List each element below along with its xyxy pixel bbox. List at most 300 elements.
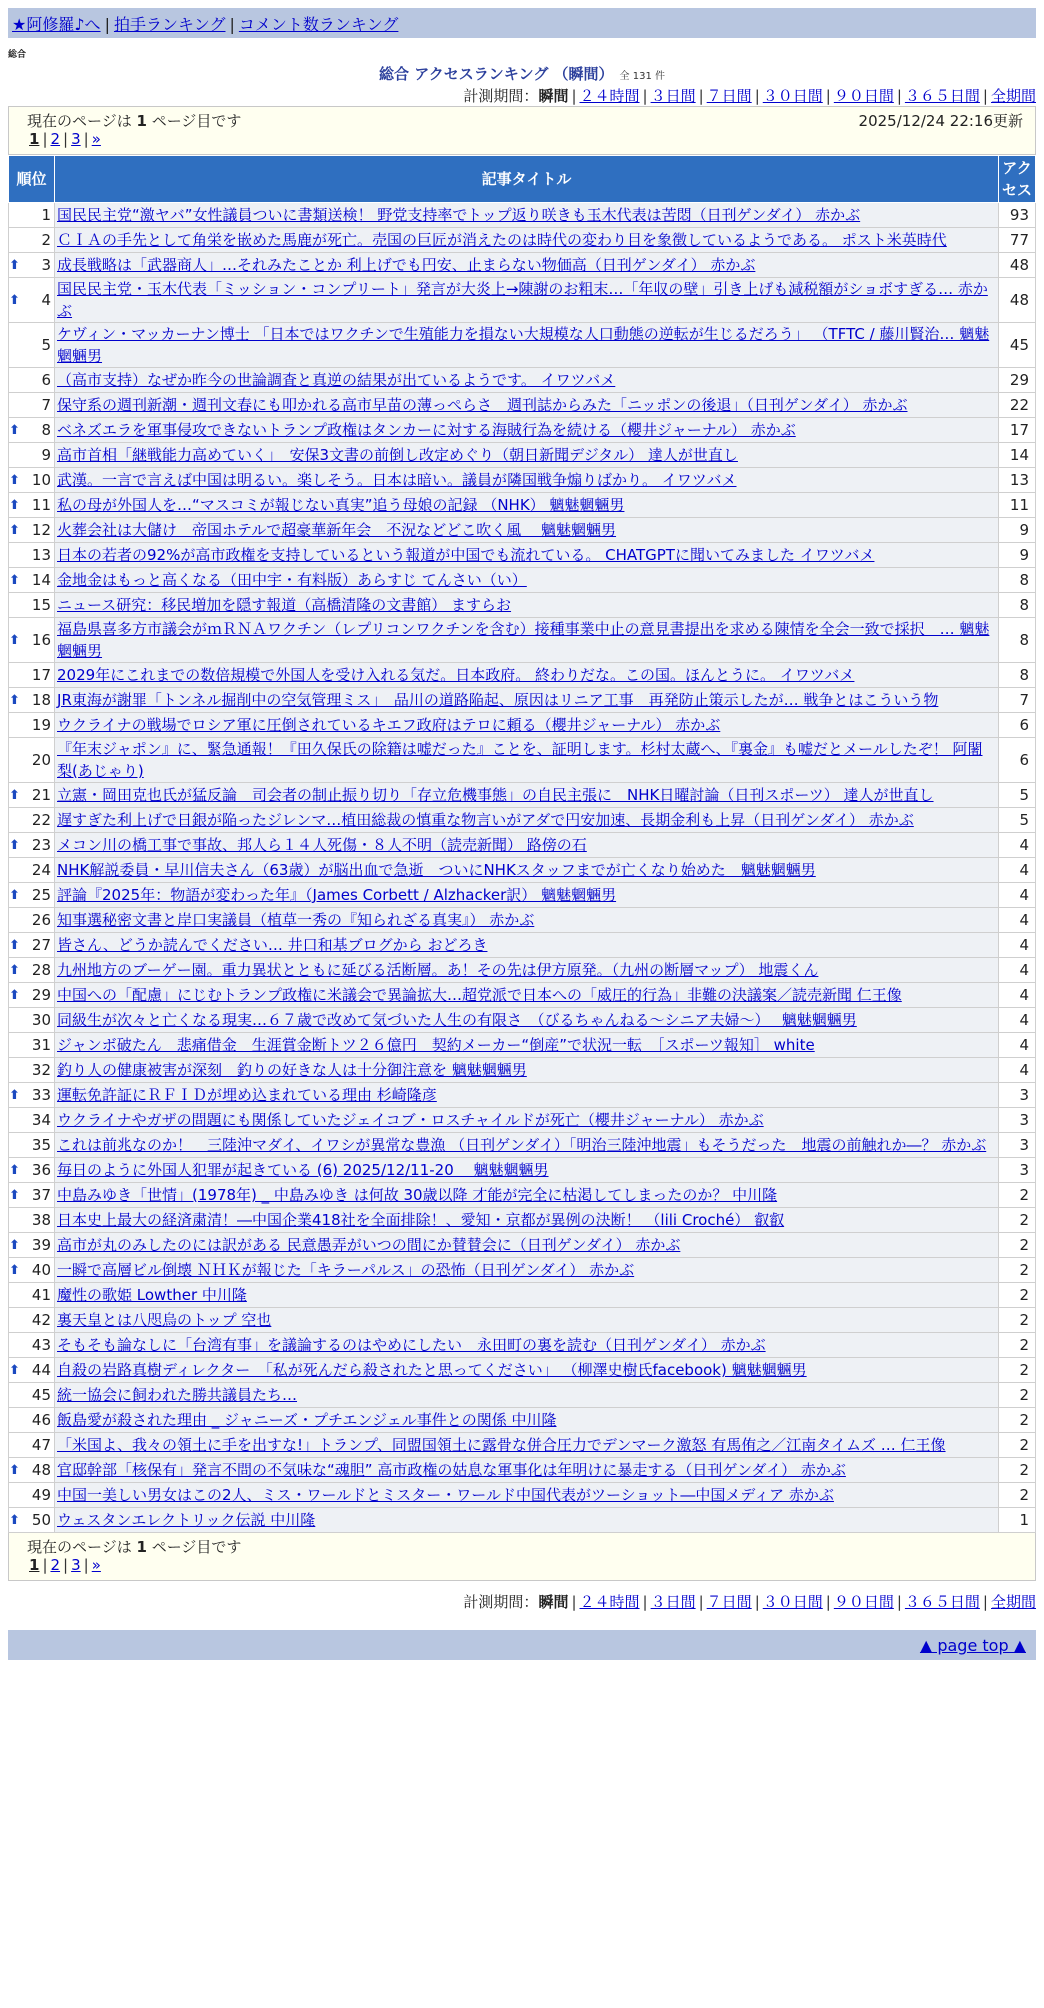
period-option-link[interactable]: ７日間 (706, 87, 752, 105)
rank-number: 41 (20, 1283, 55, 1308)
period-separator: | (754, 1593, 760, 1611)
access-count: 2 (999, 1183, 1036, 1208)
title-cell (55, 833, 999, 858)
article-title-link[interactable]: 釣り人の健康被害が深刻 釣りの好きな人は十分御注意を 魑魅魍魎男 (57, 1061, 527, 1079)
access-count: 45 (999, 323, 1036, 368)
table-row (9, 518, 1036, 543)
pagination-bottom (27, 1556, 1023, 1578)
current-page-suffix: ページ目です (151, 112, 242, 130)
table-row (9, 1083, 1036, 1108)
table-row (9, 713, 1036, 738)
article-title-link[interactable]: 知事選秘密文書と岸口実議員（植草一秀の『知られざる真実』） 赤かぶ (57, 911, 535, 929)
table-row (9, 1158, 1036, 1183)
page-info-box-bottom (8, 1533, 1036, 1581)
up-arrow-icon: ⬆ (9, 1513, 20, 1528)
period-option-link[interactable]: ３０日間 (762, 87, 823, 105)
trend-cell (9, 1008, 20, 1033)
page-top-link[interactable]: ▲ page top ▲ (919, 1636, 1026, 1655)
access-count: 4 (999, 908, 1036, 933)
table-row (9, 468, 1036, 493)
access-count: 6 (999, 738, 1036, 783)
period-separator: | (896, 87, 902, 105)
period-option-link[interactable]: ９０日間 (833, 87, 894, 105)
trend-cell (9, 618, 20, 663)
article-title-link[interactable]: これは前兆なのか！ 三陸沖マダイ、イワシが異常な豊漁 （日刊ゲンダイ）「明治三陸沖地震」もそうだった 地震の前触れか―？ 赤かぶ (57, 1136, 987, 1154)
article-title-link[interactable]: 運転免許証にＲＦＩＤが埋め込まれている理由 杉崎隆彦 (57, 1086, 437, 1104)
trend-cell (9, 1333, 20, 1358)
title-cell (55, 1258, 999, 1283)
table-row (9, 833, 1036, 858)
table-row (9, 858, 1036, 883)
title-cell (55, 738, 999, 783)
up-arrow-icon: ⬆ (9, 423, 20, 438)
period-option-link[interactable]: 全期間 (990, 1593, 1036, 1611)
title-cell (55, 568, 999, 593)
title-cell (55, 1158, 999, 1183)
trend-cell (9, 278, 20, 323)
title-cell (55, 1333, 999, 1358)
column-header-title: 記事タイトル (55, 156, 999, 203)
page-link-3[interactable]: 3 (71, 130, 81, 148)
title-cell (55, 1508, 999, 1533)
rank-number: 29 (20, 983, 55, 1008)
rank-number: 18 (20, 688, 55, 713)
table-row (9, 1408, 1036, 1433)
title-cell (55, 203, 999, 228)
access-count: 7 (999, 688, 1036, 713)
title-cell (55, 883, 999, 908)
access-count: 2 (999, 1333, 1036, 1358)
trend-cell (9, 1133, 20, 1158)
period-separator: | (571, 1593, 577, 1611)
current-page-prefix: 現在のページは (27, 112, 132, 130)
access-count: 2 (999, 1258, 1036, 1283)
article-title-link[interactable]: （高市支持）なぜか昨今の世論調査と真逆の結果が出ているようです。 イワツバメ (57, 371, 616, 389)
page-next-link[interactable]: » (91, 1556, 101, 1574)
rank-number: 31 (20, 1033, 55, 1058)
up-arrow-icon: ⬆ (9, 1463, 20, 1478)
rank-number: 14 (20, 568, 55, 593)
rank-number: 23 (20, 833, 55, 858)
trend-cell (9, 393, 20, 418)
period-option-link[interactable]: ７日間 (706, 1593, 752, 1611)
up-arrow-icon: ⬆ (9, 888, 20, 903)
period-current: 瞬間 (538, 1593, 569, 1611)
trend-cell (9, 958, 20, 983)
article-title-link[interactable]: 九州地方のブーゲー園。重力異状とともに延びる活断層。あ！その先は伊方原発。（九州の断層マップ） 地震くん (57, 961, 819, 979)
article-title-link[interactable]: 魔性の歌姫 Lowther 中川隆 (57, 1286, 247, 1304)
table-row (9, 203, 1036, 228)
title-cell (55, 1483, 999, 1508)
trend-cell (9, 1433, 20, 1458)
article-title-link[interactable]: 裏天皇とは八咫烏のトップ 空也 (57, 1311, 272, 1329)
article-title-link[interactable]: 高市が丸のみしたのには訳がある 民意愚弄がいつの間にか賛賛会に（日刊ゲンダイ） 赤かぶ (57, 1236, 681, 1254)
article-title-link[interactable]: 同級生が次々と亡くなる現実…６７歳で改めて気づいた人生の有限さ （びるちゃんねる～シニア夫婦～） 魑魅魍魎男 (57, 1011, 857, 1029)
article-title-link[interactable]: JR東海が謝罪「トンネル掘削中の空気管理ミス」 品川の道路陥起、原因はリニア工事 再発防止策示したが… 戦争とはこういう物 (57, 691, 939, 709)
trend-cell (9, 1308, 20, 1333)
article-title-link[interactable]: ベネズエラを軍事侵攻できないトランプ政権はタンカーに対する海賊行為を続ける（櫻井ジャーナル） 赤かぶ (57, 421, 796, 439)
article-title-link[interactable]: そもそも論なしに「台湾有事」を議論するのはやめにしたい 永田町の裏を読む（日刊ゲンダイ） 赤かぶ (57, 1336, 766, 1354)
title-cell (55, 1458, 999, 1483)
article-title-link[interactable]: 飯島愛が殺された理由 _ ジャニーズ・プチエンジェル事件との関係 中川隆 (57, 1411, 557, 1429)
access-count: 3 (999, 1108, 1036, 1133)
pager-separator: | (42, 1556, 48, 1574)
access-count: 4 (999, 1008, 1036, 1033)
table-row (9, 1483, 1036, 1508)
table-row (9, 1283, 1036, 1308)
access-count: 8 (999, 663, 1036, 688)
ranking-table-body (9, 203, 1036, 1533)
access-count: 8 (999, 568, 1036, 593)
trend-cell (9, 368, 20, 393)
updated-timestamp: 2025/12/24 22:16更新 (858, 112, 1023, 130)
period-option-link[interactable]: ９０日間 (833, 1593, 894, 1611)
trend-cell (9, 1158, 20, 1183)
article-title-link[interactable]: 福島県喜多方市議会がｍＲＮＡワクチン（レプリコンワクチンを含む）接種事業中止の意見書提出を求める陳情を全会一致で採択 … 魑魅魍魎男 (57, 620, 990, 660)
up-arrow-icon: ⬆ (9, 1238, 20, 1253)
access-count: 4 (999, 833, 1036, 858)
rank-number: 45 (20, 1383, 55, 1408)
nav-home-link[interactable]: ★阿修羅♪へ (12, 15, 101, 34)
article-title-link[interactable]: 統一協会に飼われた勝共議員たち… (57, 1386, 298, 1404)
access-count: 4 (999, 958, 1036, 983)
rank-number: 11 (20, 493, 55, 518)
period-separator: | (642, 1593, 648, 1611)
period-separator: | (571, 87, 577, 105)
up-arrow-icon: ⬆ (9, 1163, 20, 1178)
table-row (9, 278, 1036, 323)
up-arrow-icon: ⬆ (9, 1263, 20, 1278)
up-arrow-icon: ⬆ (9, 963, 20, 978)
trend-cell (9, 203, 20, 228)
access-count: 2 (999, 1358, 1036, 1383)
article-title-link[interactable]: 国民民主党“激ヤバ”女性議員ついに書類送検！ 野党支持率でトップ返り咲きも玉木代表は苦悶（日刊ゲンダイ） 赤かぶ (57, 206, 861, 224)
trend-cell (9, 1508, 20, 1533)
article-title-link[interactable]: 『年末ジャポン』に、緊急通報！『田久保氏の除籍は嘘だった』ことを、証明します。杉村太蔵へ、『裏金』も嘘だとメールしたぞ！ 阿闍梨(あじゃり) (57, 740, 983, 780)
table-row (9, 958, 1036, 983)
trend-cell (9, 568, 20, 593)
pagination (27, 130, 1023, 152)
access-count: 2 (999, 1208, 1036, 1233)
article-title-link[interactable]: ケヴィン・マッカーナン博士 「日本ではワクチンで生殖能力を損ない大規模な人口動態の逆転が生じるだろう」 （TFTC / 藤川賢治… 魑魅魍魎男 (57, 325, 990, 365)
access-count: 4 (999, 933, 1036, 958)
trend-cell (9, 1058, 20, 1083)
title-cell (55, 468, 999, 493)
rank-number: 15 (20, 593, 55, 618)
title-cell (55, 253, 999, 278)
access-count: 4 (999, 883, 1036, 908)
up-arrow-icon: ⬆ (9, 938, 20, 953)
trend-cell (9, 593, 20, 618)
trend-cell (9, 783, 20, 808)
up-arrow-icon: ⬆ (9, 473, 20, 488)
column-header-access: アクセス (999, 156, 1036, 203)
article-title-link[interactable]: ニュース研究：移民増加を隠す報道（高橋清隆の文書館） ますらお (57, 596, 512, 614)
article-title-link[interactable]: 金地金はもっと高くなる（田中宇・有料版）あらすじ てんさい（い） (57, 571, 527, 589)
period-option-link[interactable]: ２４時間 (579, 1593, 640, 1611)
period-option-link[interactable]: ２４時間 (579, 87, 640, 105)
page-link-current[interactable]: 1 (29, 1556, 40, 1574)
rank-number: 35 (20, 1133, 55, 1158)
article-title-link[interactable]: 立憲・岡田克也氏が猛反論 司会者の制止振り切り「存立危機事態」の自民主張に NHK日曜討論（日刊スポーツ） 達人が世直し (57, 786, 934, 804)
rank-number: 1 (20, 203, 55, 228)
page-link-current[interactable]: 1 (29, 130, 40, 148)
period-separator: | (896, 1593, 902, 1611)
access-count: 14 (999, 443, 1036, 468)
table-row (9, 663, 1036, 688)
trend-cell (9, 713, 20, 738)
trend-cell (9, 1183, 20, 1208)
article-title-link[interactable]: 国民民主党・玉木代表「ミッション・コンプリート」発言が大炎上→陳謝のお粗末…「年収の壁」引き上げも減税額がショボすぎる… 赤かぶ (57, 280, 988, 320)
pager-separator: | (63, 130, 69, 148)
access-count: 5 (999, 808, 1036, 833)
article-title-link[interactable]: メコン川の橋工事で事故、邦人ら１４人死傷・８人不明（読売新聞） 路傍の石 (57, 836, 587, 854)
table-row (9, 1008, 1036, 1033)
rank-number: 22 (20, 808, 55, 833)
title-cell (55, 1433, 999, 1458)
rank-number: 42 (20, 1308, 55, 1333)
article-title-link[interactable]: 評論『2025年：物語が変わった年』（James Corbett / Alzhacker訳） 魑魅魍魎男 (57, 886, 617, 904)
page-title: 総合 アクセスランキング （瞬間） (379, 65, 614, 83)
top-nav-bar (8, 8, 1036, 38)
rank-number: 24 (20, 858, 55, 883)
up-arrow-icon: ⬆ (9, 258, 20, 273)
period-separator: | (982, 1593, 988, 1611)
rank-number: 37 (20, 1183, 55, 1208)
table-row (9, 908, 1036, 933)
title-cell (55, 933, 999, 958)
current-page-text (27, 110, 241, 130)
access-count: 3 (999, 1158, 1036, 1183)
nav-separator: | (104, 15, 110, 34)
up-arrow-icon: ⬆ (9, 498, 20, 513)
trend-cell (9, 908, 20, 933)
article-title-link[interactable]: 火葬会社は大儲け 帝国ホテルで超豪華新年会 不況などどこ吹く風 魑魅魍魎男 (57, 521, 617, 539)
title-cell (55, 618, 999, 663)
article-title-link[interactable]: ウクライナやガザの問題にも関係していたジェイコブ・ロスチャイルドが死亡（櫻井ジャーナル） 赤かぶ (57, 1111, 764, 1129)
trend-cell (9, 933, 20, 958)
access-count: 9 (999, 543, 1036, 568)
rank-number: 5 (20, 323, 55, 368)
rank-number: 10 (20, 468, 55, 493)
trend-cell (9, 1258, 20, 1283)
trend-cell (9, 1108, 20, 1133)
trend-cell (9, 738, 20, 783)
trend-cell (9, 1458, 20, 1483)
page-next-link[interactable]: » (91, 130, 101, 148)
rank-number: 43 (20, 1333, 55, 1358)
title-cell (55, 1233, 999, 1258)
access-count: 2 (999, 1433, 1036, 1458)
access-count: 29 (999, 368, 1036, 393)
trend-cell (9, 688, 20, 713)
period-option-link[interactable]: ３０日間 (762, 1593, 823, 1611)
table-header-row (9, 156, 1036, 203)
access-count: 48 (999, 253, 1036, 278)
period-separator: | (825, 87, 831, 105)
article-title-link[interactable]: 成長戦略は「武器商人」…それみたことか 利上げでも円安、止まらない物価高（日刊ゲンダイ） 赤かぶ (57, 256, 756, 274)
article-title-link[interactable]: NHK解説委員・早川信夫さん（63歳）が脳出血で急逝 ついにNHKスタッフまでが亡くなり始めた 魑魅魍魎男 (57, 861, 816, 879)
up-arrow-icon: ⬆ (9, 1363, 20, 1378)
trend-cell (9, 1208, 20, 1233)
article-title-link[interactable]: ウェスタンエレクトリック伝説 中川隆 (57, 1511, 316, 1529)
title-cell (55, 493, 999, 518)
article-title-link[interactable]: 中国一美しい男女はこの2人、ミス・ワールドとミスター・ワールド中国代表がツーショット―中国メディア 赤かぶ (57, 1486, 834, 1504)
rank-number: 40 (20, 1258, 55, 1283)
access-count: 93 (999, 203, 1036, 228)
article-title-link[interactable]: 遅すぎた利上げで日銀が陥ったジレンマ…植田総裁の慎重な物言いがアダで円安加速、長期金利も上昇（日刊ゲンダイ） 赤かぶ (57, 811, 914, 829)
article-title-link[interactable]: 皆さん、どうか読んでください… 井口和基ブログから おどろき (57, 936, 488, 954)
access-count: 3 (999, 1133, 1036, 1158)
table-row (9, 253, 1036, 278)
access-count: 8 (999, 593, 1036, 618)
article-title-link[interactable]: 日本史上最大の経済粛清！―中国企業418社を全面排除！、愛知・京都が異例の決断！ （lili Croché） 叡叡 (57, 1211, 785, 1229)
rank-number: 33 (20, 1083, 55, 1108)
access-count: 3 (999, 1083, 1036, 1108)
title-cell (55, 688, 999, 713)
up-arrow-icon: ⬆ (9, 988, 20, 1003)
period-option-link[interactable]: ３日間 (650, 1593, 696, 1611)
access-count: 4 (999, 858, 1036, 883)
trend-cell (9, 858, 20, 883)
trend-cell (9, 493, 20, 518)
period-label: 計測期間： (463, 1593, 539, 1611)
page-link-3[interactable]: 3 (71, 1556, 81, 1574)
article-title-link[interactable]: 一瞬で高層ビル倒壊 ＮＨＫが報じた「キラーパルス」の恐怖（日刊ゲンダイ） 赤かぶ (57, 1261, 635, 1279)
table-row (9, 543, 1036, 568)
up-arrow-icon: ⬆ (9, 293, 20, 308)
article-title-link[interactable]: 武漢。一言で言えば中国は明るい。楽しそう。日本は暗い。議員が隣国戦争煽りばかり。 イワツバメ (57, 471, 737, 489)
table-row (9, 983, 1036, 1008)
article-title-link[interactable]: 自殺の岩路真樹ディレクター 「私が死んだら殺されたと思ってください」 （柳澤史樹氏facebook) 魑魅魍魎男 (57, 1361, 807, 1379)
table-row (9, 593, 1036, 618)
title-cell (55, 958, 999, 983)
access-count: 2 (999, 1233, 1036, 1258)
period-option-link[interactable]: ３日間 (650, 87, 696, 105)
title-cell (55, 663, 999, 688)
up-arrow-icon: ⬆ (9, 633, 20, 648)
current-page-number: 1 (136, 112, 147, 130)
article-title-link[interactable]: 官邸幹部「核保有」発言不問の不気味な“魂胆” 高市政権の姑息な軍事化は年明けに暴走する（日刊ゲンダイ） 赤かぶ (57, 1461, 846, 1479)
nav-applause-ranking-link[interactable]: 拍手ランキング (113, 15, 226, 34)
rank-number: 4 (20, 278, 55, 323)
article-title-link[interactable]: ジャンボ破たん 悲痛借金 生涯賞金断トツ２６億円 契約メーカー“倒産”で状況一転 ［スポーツ報知］ white (57, 1036, 815, 1054)
trend-cell (9, 1358, 20, 1383)
up-arrow-icon: ⬆ (9, 788, 20, 803)
page-info-box (8, 106, 1036, 155)
rank-number: 17 (20, 663, 55, 688)
rank-number: 16 (20, 618, 55, 663)
article-title-link[interactable]: 保守系の週刊新潮・週刊文春にも叩かれる高市早苗の薄っぺらさ 週刊誌からみた「ニッポンの後退」（日刊ゲンダイ） 赤かぶ (57, 396, 908, 414)
access-count: 2 (999, 1308, 1036, 1333)
article-title-link[interactable]: 2029年にこれまでの数倍規模で外国人を受け入れる気だ。日本政府。 終わりだな。この国。ほんとうに。 イワツバメ (57, 666, 855, 684)
up-arrow-icon: ⬆ (9, 573, 20, 588)
period-separator: | (754, 87, 760, 105)
access-count: 6 (999, 713, 1036, 738)
title-cell (55, 1283, 999, 1308)
rank-number: 46 (20, 1408, 55, 1433)
article-title-link[interactable]: 日本の若者の92%が高市政権を支持しているという報道が中国でも流れている。 CHATGPTに聞いてみました イワツバメ (57, 546, 875, 564)
table-row (9, 568, 1036, 593)
page-link-2[interactable]: 2 (50, 130, 61, 148)
page-link-2[interactable]: 2 (50, 1556, 61, 1574)
category-label: 総合 (8, 50, 27, 60)
article-title-link[interactable]: 中国への「配慮」にじむトランプ政権に米議会で異論拡大…超党派で日本への「威圧的行為」非難の決議案／読売新聞 仁王像 (57, 986, 902, 1004)
article-title-link[interactable]: 毎日のように外国人犯罪が起きている (6) 2025/12/11-20 魑魅魍魎男 (57, 1161, 549, 1179)
title-cell (55, 278, 999, 323)
title-cell (55, 443, 999, 468)
up-arrow-icon: ⬆ (9, 838, 20, 853)
up-arrow-icon: ⬆ (9, 1088, 20, 1103)
footer-bar (8, 1630, 1036, 1660)
title-cell (55, 393, 999, 418)
article-title-link[interactable]: 私の母が外国人を…“マスコミが報じない真実”追う母娘の記録 （NHK） 魑魅魍魎男 (57, 496, 625, 514)
title-cell (55, 713, 999, 738)
rank-number: 9 (20, 443, 55, 468)
trend-cell (9, 883, 20, 908)
period-label: 計測期間： (463, 87, 539, 105)
period-separator: | (698, 1593, 704, 1611)
access-count: 13 (999, 468, 1036, 493)
table-row (9, 493, 1036, 518)
rank-number: 7 (20, 393, 55, 418)
period-separator: | (825, 1593, 831, 1611)
title-cell (55, 323, 999, 368)
total-count: 全 131 件 (619, 71, 665, 82)
rank-number: 25 (20, 883, 55, 908)
pager-separator: | (83, 1556, 89, 1574)
current-page-prefix: 現在のページは (27, 1538, 132, 1556)
current-page-number: 1 (136, 1538, 147, 1556)
period-option-link[interactable]: ３６５日間 (904, 87, 980, 105)
access-count: 8 (999, 618, 1036, 663)
current-page-suffix: ページ目です (151, 1538, 242, 1556)
title-cell (55, 418, 999, 443)
title-cell (55, 1108, 999, 1133)
period-option-link[interactable]: ３６５日間 (904, 1593, 980, 1611)
trend-cell (9, 983, 20, 1008)
rank-number: 49 (20, 1483, 55, 1508)
nav-comment-ranking-link[interactable]: コメント数ランキング (238, 15, 399, 34)
title-cell (55, 1408, 999, 1433)
column-header-rank: 順位 (9, 156, 55, 203)
access-count: 2 (999, 1483, 1036, 1508)
rank-number: 12 (20, 518, 55, 543)
period-option-link[interactable]: 全期間 (990, 87, 1036, 105)
article-title-link[interactable]: 「米国よ、我々の領土に手を出すな!」トランプ、同盟国領土に露骨な併合圧力でデンマーク激怒 有馬侑之／江南タイムズ … 仁王像 (57, 1436, 946, 1454)
rank-number: 50 (20, 1508, 55, 1533)
article-title-link[interactable]: ウクライナの戦場でロシア軍に圧倒されているキエフ政府はテロに頼る（櫻井ジャーナル） 赤かぶ (57, 716, 721, 734)
trend-cell (9, 1383, 20, 1408)
rank-number: 48 (20, 1458, 55, 1483)
article-title-link[interactable]: ＣＩＡの手先として角栄を嵌めた馬鹿が死亡。売国の巨匠が消えたのは時代の変わり目を象徴しているようである。 ポスト米英時代 (57, 231, 947, 249)
table-row (9, 323, 1036, 368)
title-cell (55, 543, 999, 568)
period-separator: | (982, 87, 988, 105)
access-count: 4 (999, 1033, 1036, 1058)
trend-cell (9, 443, 20, 468)
table-row (9, 1383, 1036, 1408)
period-separator: | (642, 87, 648, 105)
title-cell (55, 518, 999, 543)
article-title-link[interactable]: 中島みゆき「世情」(1978年) _ 中島みゆき は何故 30歳以降 才能が完全に枯渇してしまったのか？ 中川隆 (57, 1186, 778, 1204)
title-cell (55, 1383, 999, 1408)
article-title-link[interactable]: 高市首相「継戦能力高めていく」 安保3文書の前倒し改定めぐり（朝日新聞デジタル） 達人が世直し (57, 446, 738, 464)
period-current: 瞬間 (538, 87, 569, 105)
rank-number: 34 (20, 1108, 55, 1133)
table-row (9, 1333, 1036, 1358)
table-row (9, 1433, 1036, 1458)
